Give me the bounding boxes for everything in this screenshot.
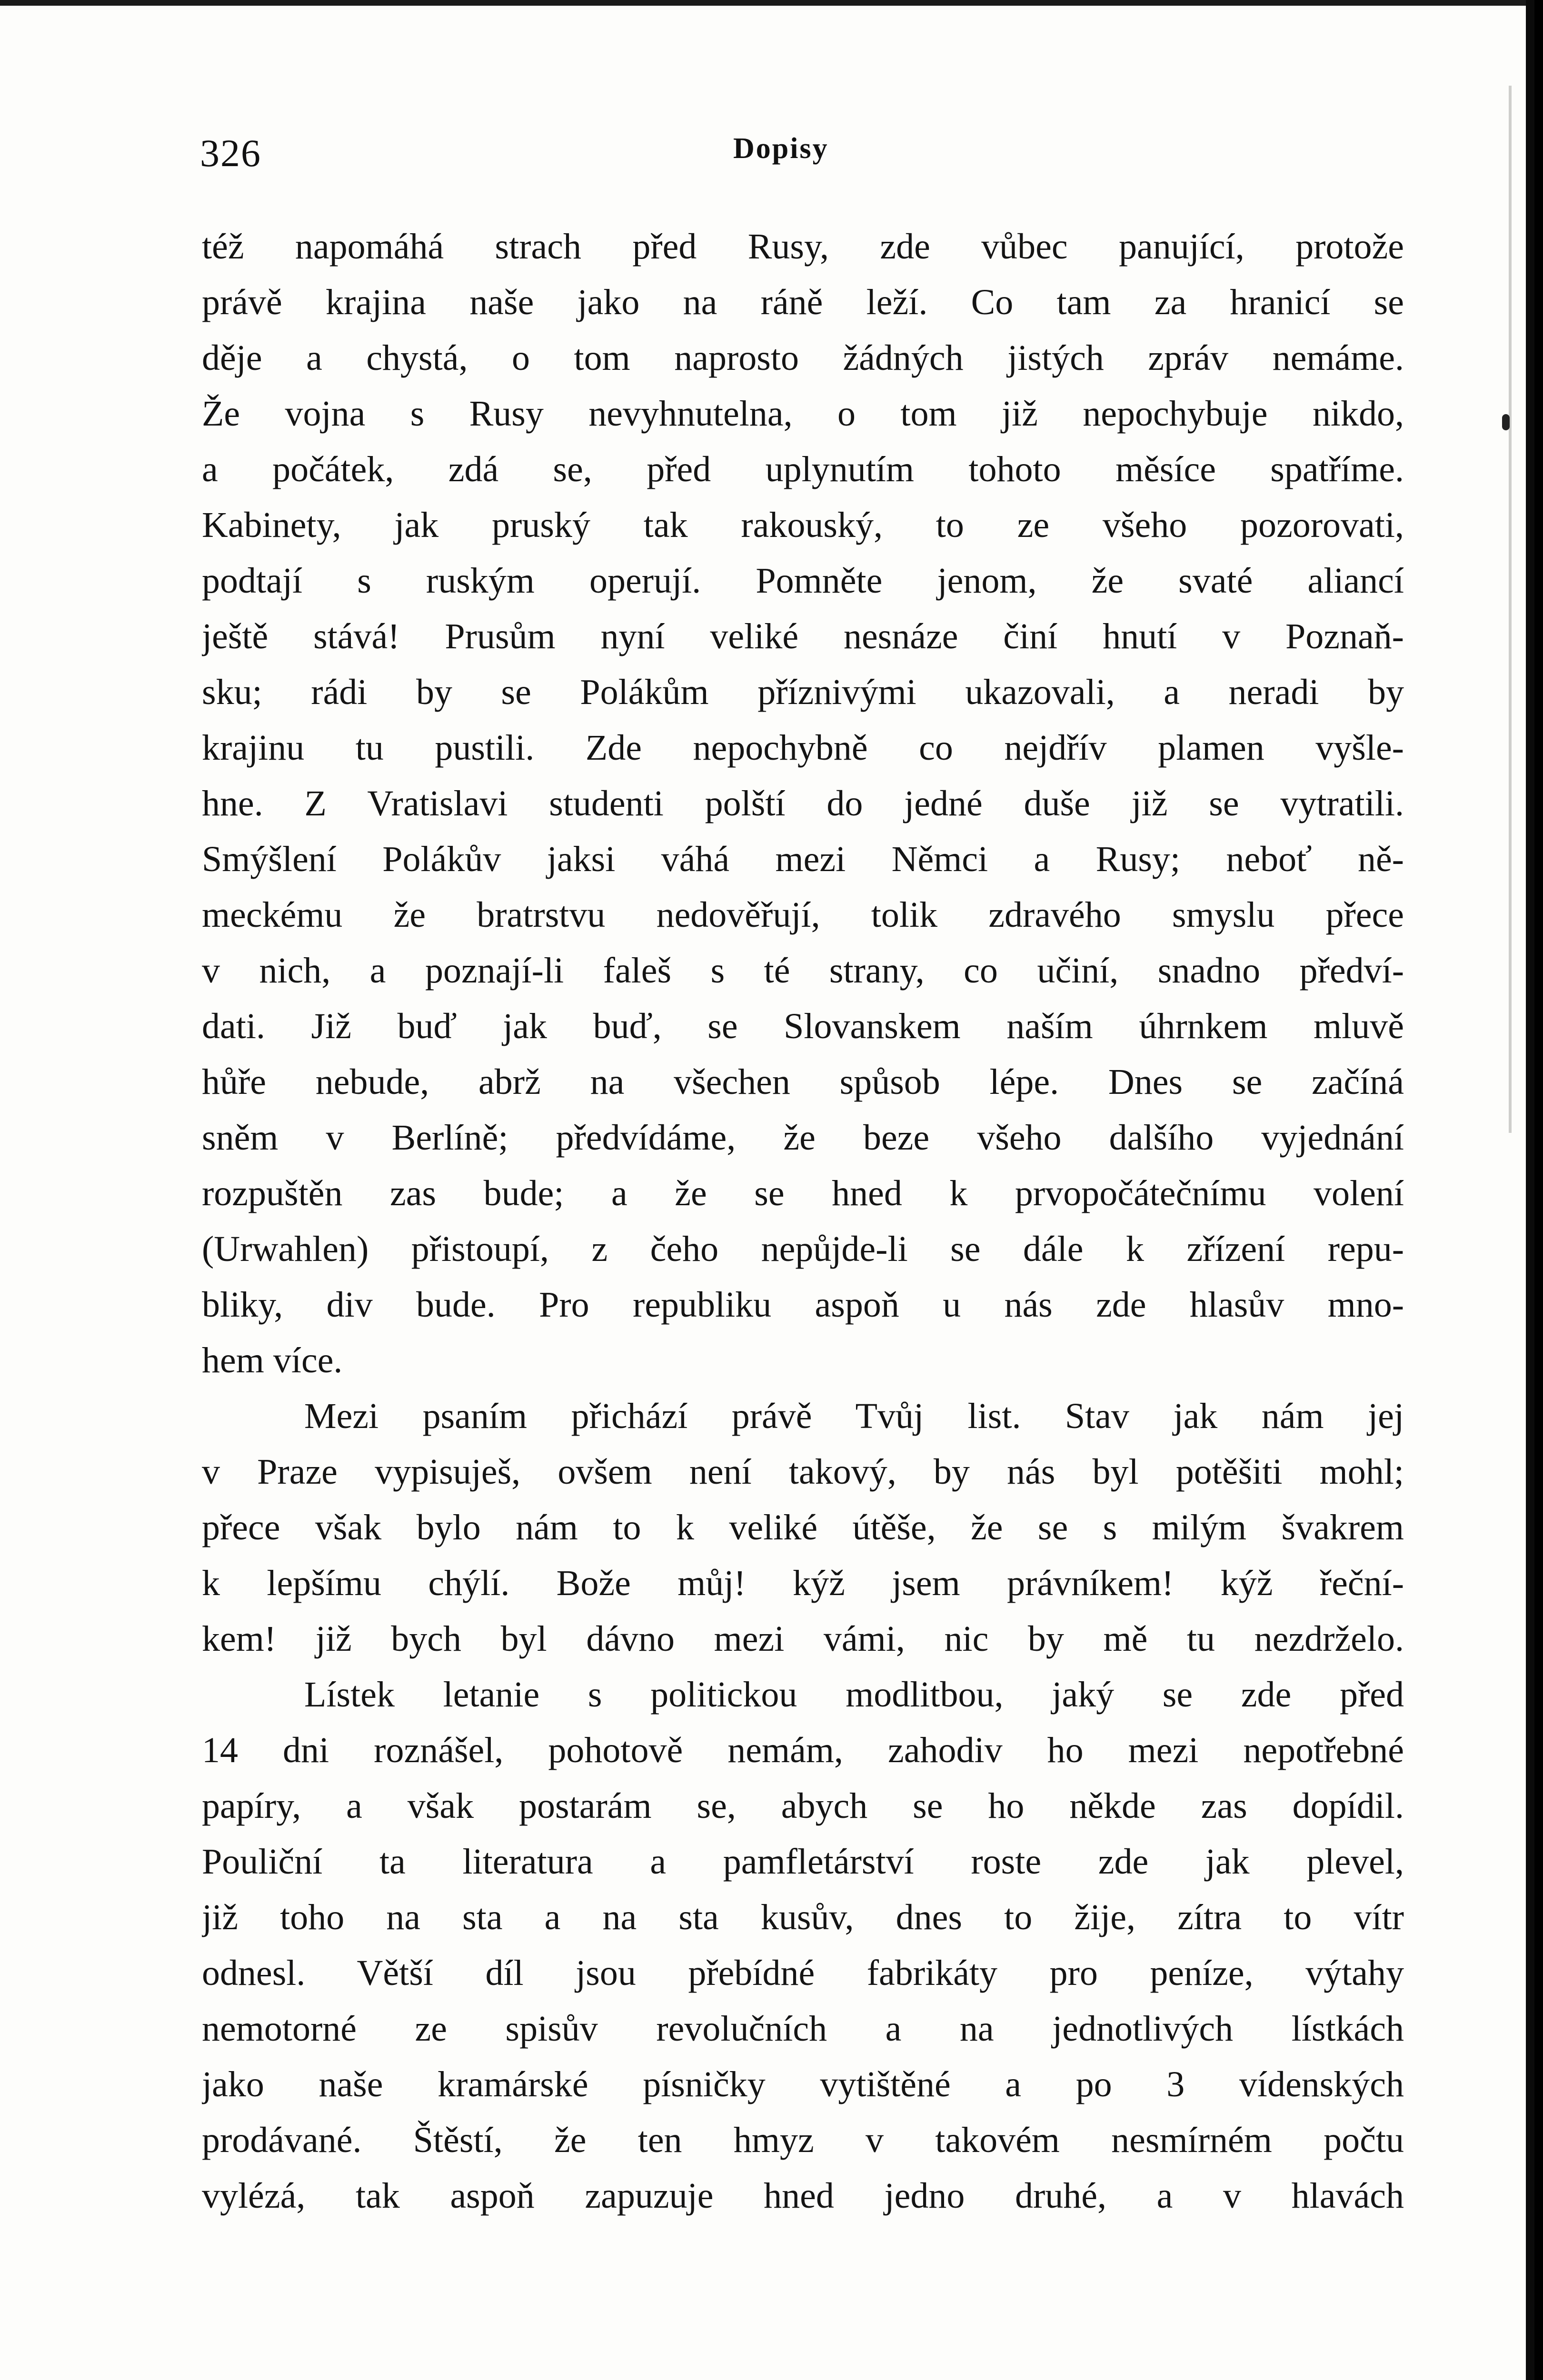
text-line: vylézá, tak aspoň zapuzuje hned jedno druhé, a v hlavách (202, 2176, 1404, 2216)
scan-side-shadow (1509, 86, 1512, 1133)
text-line: Pouliční ta literatura a pamfletárství roste zde jak plevel, (202, 1842, 1404, 1882)
text-line: Lístek letanie s politickou modlitbou, jaký se zde před (304, 1675, 1404, 1715)
paragraph (202, 219, 1404, 1388)
text-line: v nich, a poznají-li faleš s té strany, co učiní, snadno předví- (202, 951, 1404, 991)
text-line: rozpuštěn zas bude; a že se hned k prvopočátečnímu volení (202, 1173, 1404, 1213)
text-line: hůře nebude, abrž na všechen spůsob lépe. Dnes se začíná (202, 1062, 1404, 1102)
text-line: již toho na sta a na sta kusův, dnes to žije, zítra to vítr (202, 1897, 1404, 1937)
text-line: v Praze vypisuješ, ovšem není takový, by nás byl potěšiti mohl; (202, 1452, 1404, 1492)
text-line: Že vojna s Rusy nevyhnutelna, o tom již nepochybuje nikdo, (202, 394, 1404, 434)
scan-top-edge (0, 0, 1526, 6)
paragraph (202, 1667, 1404, 2224)
text-line: kem! již bych byl dávno mezi vámi, nic by mě tu nezdrželo. (202, 1619, 1404, 1659)
text-line: dati. Již buď jak buď, se Slovanskem naším úhrnkem mluvě (202, 1006, 1404, 1046)
text-line: též napomáhá strach před Rusy, zde vůbec panující, protože (202, 227, 1404, 267)
text-line: a počátek, zdá se, před uplynutím tohoto měsíce spatříme. (202, 449, 1404, 489)
text-line: Mezi psaním přichází právě Tvůj list. Stav jak nám jej (304, 1396, 1404, 1436)
text-line: krajinu tu pustili. Zde nepochybně co nejdřív plamen vyšle- (202, 728, 1404, 768)
page-number: 326 (200, 131, 261, 175)
paragraph (202, 1388, 1404, 1667)
text-line: přece však bylo nám to k veliké útěše, že se s milým švakrem (202, 1507, 1404, 1547)
text-line: sněm v Berlíně; předvídáme, že beze všeho dalšího vyjednání (202, 1118, 1404, 1158)
text-line: ještě stává! Prusům nyní veliké nesnáze činí hnutí v Poznaň- (202, 616, 1404, 656)
text-line: odnesl. Větší díl jsou přebídné fabrikáty pro peníze, výtahy (202, 1953, 1404, 1993)
text-line: děje a chystá, o tom naprosto žádných jistých zpráv nemáme. (202, 338, 1404, 378)
text-line: hne. Z Vratislavi studenti polští do jedné duše již se vytratili. (202, 783, 1404, 823)
text-line: papíry, a však postarám se, abych se ho někde zas dopídil. (202, 1786, 1404, 1826)
running-head: Dopisy (733, 132, 829, 165)
text-line: nemotorné ze spisův revolučních a na jednotlivých lístkách (202, 2009, 1404, 2049)
text-line: 14 dni roznášel, pohotově nemám, zahodiv ho mezi nepotřebné (202, 1730, 1404, 1770)
text-line: Smýšlení Polákův jaksi váhá mezi Němci a Rusy; neboť ně- (202, 839, 1404, 879)
text-line: hem více. (202, 1340, 343, 1380)
body-text (202, 219, 1404, 2224)
text-line: jako naše kramárské písničky vytištěné a po 3 vídenských (202, 2064, 1404, 2104)
text-line: bliky, div bude. Pro republiku aspoň u nás zde hlasův mno- (202, 1285, 1404, 1325)
text-line: právě krajina naše jako na ráně leží. Co tam za hranicí se (202, 282, 1404, 322)
text-line: podtají s ruským operují. Pomněte jenom, že svaté aliancí (202, 561, 1404, 601)
text-line: k lepšímu chýlí. Bože můj! kýž jsem právníkem! kýž řeční- (202, 1563, 1404, 1603)
text-line: prodávané. Štěstí, že ten hmyz v takovém nesmírném počtu (202, 2120, 1404, 2160)
text-line: Kabinety, jak pruský tak rakouský, to ze všeho pozorovati, (202, 505, 1404, 545)
text-line: (Urwahlen) přistoupí, z čeho nepůjde-li se dále k zřízení repu- (202, 1229, 1404, 1269)
margin-mark (1502, 414, 1510, 430)
text-line: sku; rádi by se Polákům příznivými ukazovali, a neradi by (202, 672, 1404, 712)
page-header (200, 125, 838, 182)
text-line: meckému že bratrstvu nedověřují, tolik zdravého smyslu přece (202, 895, 1404, 935)
